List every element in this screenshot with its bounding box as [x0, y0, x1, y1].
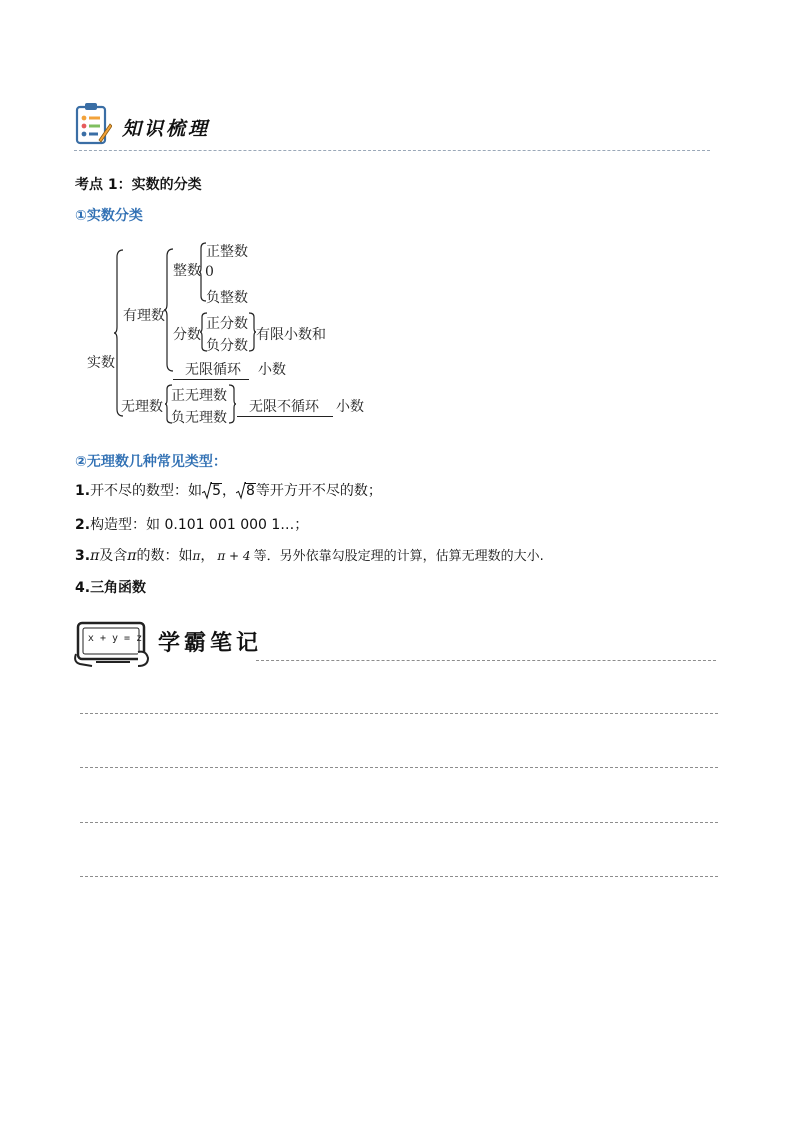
header-title: 知识梳理	[122, 118, 211, 140]
item-1-text-a: 开不尽的数型：如	[90, 483, 203, 499]
note-line-1	[80, 713, 718, 714]
notes-header-line	[256, 660, 716, 661]
section-title: 考点 1：实数的分类	[75, 177, 202, 193]
item-3-text-c: ，	[200, 548, 215, 564]
radicand-eight: 8	[245, 483, 255, 499]
item-2-text: 构造型：如 0.101 001 000 1…；	[90, 517, 309, 533]
tree-negative-integer: 负整数	[206, 290, 248, 306]
brace-root	[114, 249, 124, 417]
tree-positive-fraction: 正分数	[206, 316, 248, 332]
item-4	[75, 577, 146, 597]
item-3-pi-2: π	[127, 548, 137, 564]
tree-negative-irrational: 负无理数	[171, 410, 227, 426]
tree-decimal-suffix: 小数	[258, 362, 286, 378]
subsection-title: ①实数分类	[75, 208, 143, 224]
tree-integer: 整数	[173, 263, 201, 279]
tree-positive-irrational: 正无理数	[171, 388, 227, 404]
subsection-title-2: ②无理数几种常见类型：	[75, 454, 227, 470]
notes-title: 学霸笔记	[158, 631, 263, 656]
sqrt-five	[202, 482, 222, 500]
tree-fraction: 分数	[173, 327, 201, 343]
item-4-text: 三角函数	[90, 580, 147, 596]
tree-rational: 有理数	[123, 308, 165, 324]
tree-infinite-repeating: 无限循环	[173, 359, 249, 380]
chalkboard-hand-icon	[74, 620, 152, 668]
note-line-4	[80, 876, 718, 877]
tree-zero: 0	[205, 264, 214, 280]
tree-positive-integer: 正整数	[206, 244, 248, 260]
tree-finite-decimal-and: 有限小数和	[256, 327, 326, 343]
item-3-text-b: 的数：如	[136, 548, 193, 564]
item-4-number: 4.	[75, 580, 91, 596]
brace-fraction-right	[248, 312, 256, 352]
item-3-text-a: 及含	[99, 548, 128, 564]
note-line-2	[80, 767, 718, 768]
item-3-expression: π + 4	[217, 549, 251, 563]
note-line-3	[80, 822, 718, 823]
item-3-text-d: 等．另外依靠勾股定理的计算，估算无理数的大小.	[253, 549, 544, 564]
item-3	[75, 545, 544, 565]
item-2	[75, 514, 308, 534]
tree-infinite-nonrepeating: 无限不循环	[237, 396, 333, 417]
item-1	[75, 482, 382, 500]
item-3-number: 3.	[75, 548, 91, 564]
item-3-pi-3: π	[192, 549, 201, 563]
classification-tree	[0, 0, 794, 440]
item-1-number: 1.	[75, 483, 91, 499]
item-3-pi: π	[90, 548, 100, 564]
brace-irrational-right	[228, 384, 236, 424]
tree-irrational: 无理数	[121, 399, 163, 415]
item-2-number: 2.	[75, 517, 91, 533]
tree-root: 实数	[87, 355, 115, 371]
tree-negative-fraction: 负分数	[206, 338, 248, 354]
tree-decimal-suffix-2: 小数	[336, 399, 364, 415]
notes-header	[74, 616, 734, 676]
sqrt-eight	[236, 482, 256, 500]
radicand-five: 5	[212, 483, 221, 499]
item-1-comma: ，	[221, 483, 236, 499]
item-1-text-b: 等开方开不尽的数；	[255, 483, 382, 499]
board-text: x + y = z	[87, 633, 143, 644]
